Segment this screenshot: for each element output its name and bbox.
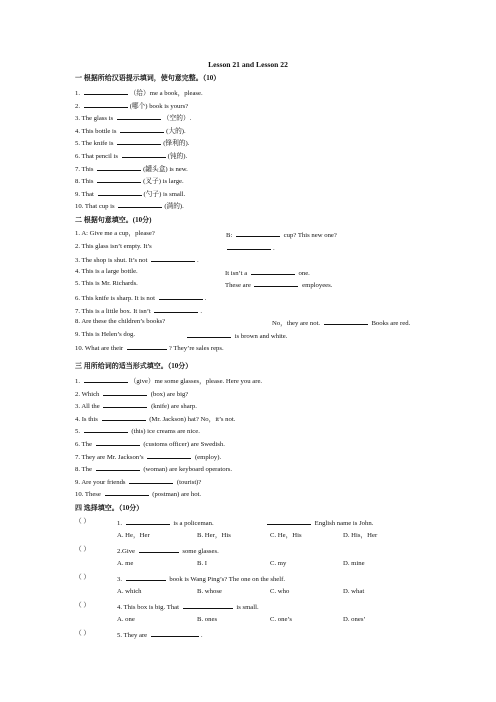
question-row bbox=[75, 306, 202, 316]
answer-blank[interactable] bbox=[324, 318, 368, 325]
section-3-heading: 三 用所给词的适当形式填空。（10分） bbox=[75, 362, 193, 370]
question-suffix: (锋利的). bbox=[163, 140, 190, 148]
answer-blank[interactable] bbox=[98, 189, 142, 196]
question-suffix: (box) are big? bbox=[149, 390, 189, 398]
answer-paren: （ ） bbox=[75, 574, 91, 581]
question-suffix: （空的）. bbox=[162, 115, 192, 123]
answer-blank[interactable] bbox=[151, 630, 199, 637]
answer-blank[interactable] bbox=[236, 230, 280, 237]
question-suffix: (knife) are sharp. bbox=[149, 403, 197, 411]
option-d[interactable]: D. what bbox=[343, 588, 365, 595]
question-suffix: （给）me a book，please. bbox=[129, 90, 203, 97]
question-row bbox=[75, 452, 221, 462]
option-d[interactable]: D. ones’ bbox=[343, 616, 366, 623]
question-prefix: 1. bbox=[75, 378, 82, 385]
answer-blank[interactable] bbox=[96, 464, 140, 471]
option-b[interactable]: B. Her，His bbox=[197, 532, 231, 539]
question-row bbox=[75, 255, 199, 265]
question-suffix: is brown and white. bbox=[233, 332, 288, 340]
question-suffix: (哪个) book is yours? bbox=[129, 102, 189, 110]
question-row bbox=[75, 343, 224, 353]
question-suffix: ? They’re sales reps. bbox=[168, 345, 224, 353]
question-lead: These are bbox=[225, 282, 253, 290]
question-suffix: (postman) are hot. bbox=[150, 491, 202, 499]
question-lead: B: bbox=[226, 232, 234, 239]
question-suffix: (customs officer) are Swedish. bbox=[141, 441, 225, 448]
question-1-part-2: English name is John. bbox=[265, 518, 373, 528]
question-row bbox=[75, 164, 188, 174]
question-text: 7. This is a little box. It isn’t bbox=[75, 307, 153, 315]
answer-blank[interactable] bbox=[84, 376, 128, 383]
option-c[interactable]: C. He，His bbox=[270, 532, 302, 539]
question-prefix: 7. They are Mr. Jackson’s bbox=[75, 453, 146, 461]
answer-blank[interactable] bbox=[147, 452, 191, 459]
answer-blank[interactable] bbox=[254, 280, 298, 287]
page-title: Lesson 21 and Lesson 22 bbox=[208, 60, 288, 69]
question-suffix: (大的). bbox=[166, 127, 186, 135]
answer-blank[interactable] bbox=[97, 176, 141, 183]
question-text: 8. Are these the children’s books? bbox=[75, 318, 166, 326]
option-a[interactable]: A. which bbox=[117, 588, 142, 595]
option-a[interactable]: A. one bbox=[117, 616, 135, 623]
question-row bbox=[75, 151, 187, 161]
question-row bbox=[75, 414, 235, 424]
question-row bbox=[75, 230, 155, 238]
question-prefix: 3. The glass is bbox=[75, 115, 115, 123]
question-suffix: (勺子) is small. bbox=[143, 190, 186, 198]
question-prefix: 1. bbox=[75, 90, 82, 97]
question-right bbox=[225, 268, 310, 278]
answer-blank[interactable] bbox=[103, 401, 147, 408]
question-text: 6. This knife is sharp. It is not bbox=[75, 295, 157, 302]
question-suffix: cup? This new one? bbox=[282, 232, 337, 239]
question-text: 3. The shop is shut. It’s not bbox=[75, 257, 149, 265]
question-suffix: （give）me some glasses，please. Here you are. bbox=[129, 378, 263, 385]
question-right bbox=[272, 318, 410, 328]
answer-blank[interactable] bbox=[120, 126, 164, 133]
question-prefix: 10. That cup is bbox=[75, 203, 117, 211]
answer-blank[interactable] bbox=[139, 546, 179, 553]
option-c[interactable]: C. one’s bbox=[270, 616, 292, 623]
question-row bbox=[75, 138, 189, 148]
question-prefix: 6. That pencil is bbox=[75, 153, 120, 160]
question-text: 5. This is Mr. Richards. bbox=[75, 280, 138, 288]
option-b[interactable]: B. ones bbox=[197, 616, 218, 623]
question-prefix: 4. Is this bbox=[75, 415, 100, 423]
question-suffix: (woman) are keyboard operators. bbox=[141, 466, 233, 474]
question-suffix: . bbox=[204, 295, 207, 302]
question-suffix: one. bbox=[296, 269, 310, 277]
question-suffix: . bbox=[200, 307, 203, 315]
question-row bbox=[75, 331, 135, 339]
question-prefix: 3. All the bbox=[75, 403, 102, 411]
question-suffix: Books are red. bbox=[369, 320, 411, 328]
question-2: 2.Give some glasses. bbox=[117, 548, 219, 555]
answer-blank[interactable] bbox=[118, 201, 162, 208]
answer-blank[interactable] bbox=[84, 88, 128, 95]
question-suffix: (钝的). bbox=[167, 153, 188, 160]
question-prefix: 9. That bbox=[75, 190, 96, 198]
answer-blank[interactable] bbox=[102, 414, 146, 421]
answer-blank[interactable] bbox=[126, 518, 170, 525]
question-text: 9. This is Helen’s dog. bbox=[75, 330, 136, 338]
answer-blank[interactable] bbox=[117, 113, 161, 120]
question-prefix: 5. The knife is bbox=[75, 140, 116, 148]
question-row bbox=[75, 489, 201, 499]
answer-blank[interactable] bbox=[96, 439, 140, 446]
option-a[interactable]: A. He，Her bbox=[117, 532, 150, 539]
question-right bbox=[226, 230, 337, 240]
question-suffix: (叉子) is large. bbox=[143, 178, 184, 186]
answer-blank[interactable] bbox=[97, 164, 141, 171]
question-text: 10. What are their bbox=[75, 345, 125, 353]
question-prefix: 8. This bbox=[75, 178, 96, 186]
answer-blank[interactable] bbox=[126, 574, 166, 581]
section-2-heading: 二 根据句意填空。(10分) bbox=[75, 216, 152, 224]
option-a[interactable]: A. me bbox=[117, 560, 134, 567]
question-lead: No，they are not. bbox=[272, 320, 322, 328]
answer-blank[interactable] bbox=[84, 101, 128, 108]
question-row bbox=[75, 376, 262, 386]
question-suffix: (罐头盒) is new. bbox=[143, 165, 188, 173]
answer-blank[interactable] bbox=[103, 389, 147, 396]
question-right bbox=[225, 280, 332, 290]
question-row bbox=[75, 113, 191, 123]
question-text: 4. This is a large bottle. bbox=[75, 267, 138, 275]
question-row bbox=[75, 268, 138, 276]
question-5: 5. They are . bbox=[117, 632, 203, 639]
question-right bbox=[225, 243, 275, 253]
question-4: 4. This box is big. That is small. bbox=[117, 604, 259, 611]
question-row bbox=[75, 243, 152, 251]
question-prefix: 4. This bottle is bbox=[75, 127, 119, 135]
answer-paren: （ ） bbox=[75, 630, 91, 637]
question-prefix: 5. bbox=[75, 428, 82, 436]
question-row bbox=[75, 189, 185, 199]
question-row bbox=[75, 477, 201, 487]
question-prefix: 10. These bbox=[75, 491, 103, 499]
question-suffix: (Mr. Jackson) hat? No，it’s not. bbox=[147, 415, 236, 423]
question-suffix: . bbox=[197, 257, 199, 265]
question-text: 1. A: Give me a cup，please? bbox=[75, 230, 155, 237]
option-c[interactable]: C. who bbox=[270, 588, 290, 595]
question-prefix: 2. Which bbox=[75, 390, 102, 398]
question-lead: It isn’t a bbox=[225, 269, 249, 277]
answer-blank[interactable] bbox=[159, 293, 203, 300]
question-prefix: 9. Are your friends bbox=[75, 478, 128, 486]
question-1: 1. is a policeman. bbox=[117, 520, 214, 527]
option-b[interactable]: B. whose bbox=[197, 588, 222, 595]
section-1-heading: 一 根据所给汉语提示填词，使句意完整。（10） bbox=[75, 74, 221, 82]
question-row bbox=[75, 464, 232, 474]
option-d[interactable]: D. mine bbox=[343, 560, 365, 567]
question-text: 2. This glass isn’t empty. It’s bbox=[75, 242, 152, 250]
answer-blank[interactable] bbox=[129, 477, 173, 484]
question-suffix: employees. bbox=[300, 282, 333, 290]
question-row bbox=[75, 426, 200, 436]
answer-paren: （ ） bbox=[75, 518, 91, 525]
answer-paren: （ ） bbox=[75, 602, 91, 609]
question-prefix: 7. This bbox=[75, 165, 96, 173]
option-d[interactable]: D. His，Her bbox=[343, 532, 378, 539]
answer-blank[interactable] bbox=[84, 426, 128, 433]
question-row bbox=[75, 176, 184, 186]
answer-blank[interactable] bbox=[151, 255, 195, 262]
question-prefix: 8. The bbox=[75, 466, 94, 474]
question-suffix: (tourist)? bbox=[175, 478, 202, 486]
question-suffix: (employ). bbox=[193, 453, 222, 461]
question-3: 3. book is Wang Ping’s? The one on the shelf. bbox=[117, 576, 286, 583]
question-row bbox=[75, 101, 188, 111]
question-row bbox=[75, 201, 184, 211]
answer-blank[interactable] bbox=[187, 331, 231, 338]
question-row bbox=[75, 126, 186, 136]
answer-blank[interactable] bbox=[122, 151, 166, 158]
question-prefix: 2. bbox=[75, 102, 82, 110]
answer-blank[interactable] bbox=[154, 306, 198, 313]
answer-blank[interactable] bbox=[183, 602, 233, 609]
answer-blank[interactable] bbox=[127, 343, 167, 350]
answer-blank[interactable] bbox=[105, 489, 149, 496]
question-row bbox=[75, 389, 188, 399]
option-b[interactable]: B. I bbox=[197, 560, 208, 567]
answer-blank[interactable] bbox=[117, 138, 161, 145]
question-suffix: (满的). bbox=[164, 203, 184, 211]
section-4-heading: 四 选择填空。（10分） bbox=[75, 504, 144, 512]
question-right bbox=[185, 331, 287, 341]
question-suffix: (this) ice creams are nice. bbox=[129, 428, 200, 436]
answer-paren: （ ） bbox=[75, 546, 91, 553]
question-row bbox=[75, 439, 225, 449]
question-prefix: 6. The bbox=[75, 441, 94, 448]
question-row bbox=[75, 280, 138, 288]
question-row bbox=[75, 401, 197, 411]
option-c[interactable]: C. my bbox=[270, 560, 287, 567]
question-row bbox=[75, 293, 206, 303]
answer-blank[interactable] bbox=[267, 518, 311, 525]
answer-blank[interactable] bbox=[227, 243, 271, 250]
question-suffix: . bbox=[273, 244, 275, 252]
question-row bbox=[75, 88, 203, 98]
answer-blank[interactable] bbox=[251, 268, 295, 275]
question-row bbox=[75, 318, 165, 326]
